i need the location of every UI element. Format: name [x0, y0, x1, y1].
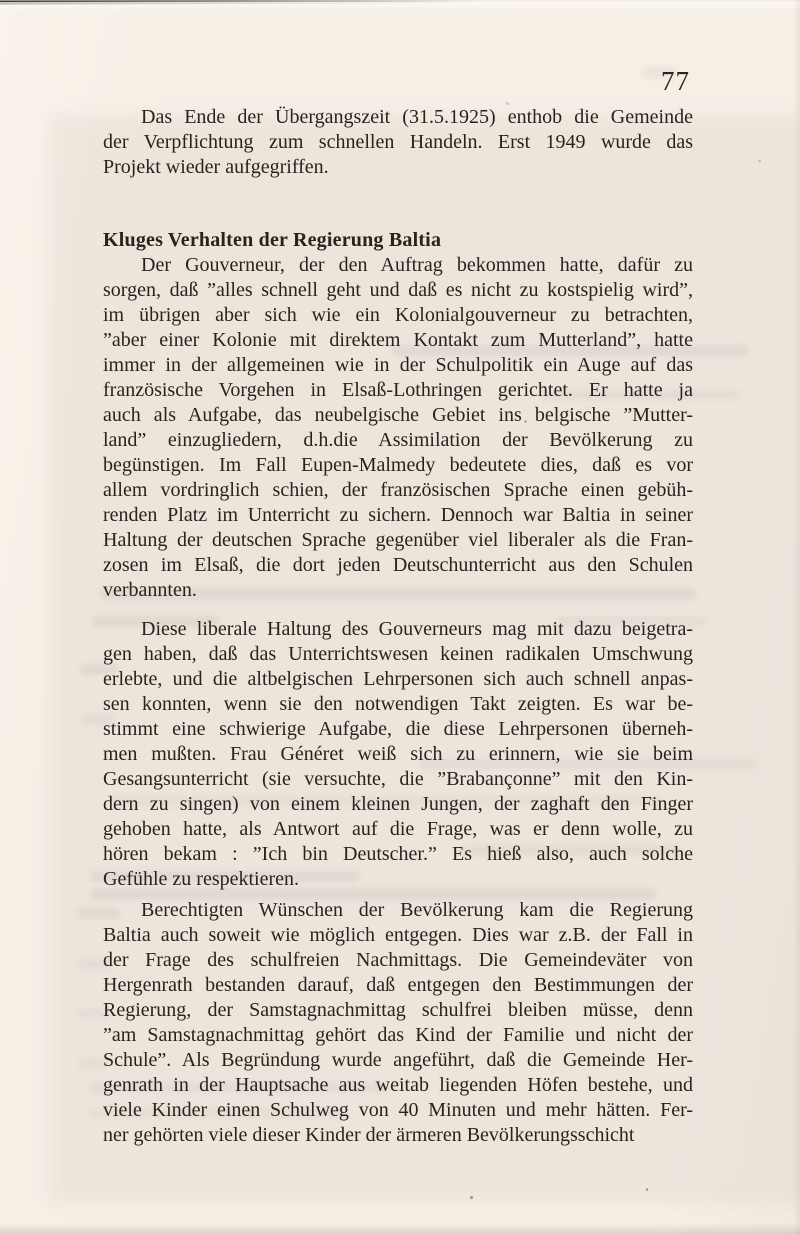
text-line: Berechtigten Wünschen der Bevölkerung kam die Regierung — [141, 899, 693, 921]
text-line: Gefühle zu respektieren. — [103, 868, 300, 890]
text-line: sen konnten, wenn sie den notwendigen Takt zeigten. Es war be- — [103, 693, 693, 715]
text-line: genrath in der Hauptsache aus weitab liegenden Höfen bestehe, und — [103, 1074, 693, 1096]
paragraph — [103, 105, 693, 180]
text-line: Projekt wieder aufgegriffen. — [103, 156, 329, 178]
text-line: hören bekam : ”Ich bin Deutscher.” Es hieß also, auch solche — [103, 843, 693, 865]
text-line: der Verpflichtung zum schnellen Handeln. Erst 1949 wurde das — [103, 131, 693, 153]
text-line: men mußten. Frau Généret weiß sich zu erinnern, wie sie beim — [103, 743, 693, 765]
scan-right-edge-artifact — [793, 0, 800, 1234]
text-line: begünstigen. Im Fall Eupen-Malmedy bedeutete dies, daß es vor — [103, 454, 693, 476]
text-line: zosen im Elsaß, die dort jeden Deutschunterricht aus den Schulen — [103, 554, 693, 576]
text-line: Regierung, der Samstagnachmittag schulfrei bleiben müsse, denn — [103, 999, 693, 1021]
text-line: gen haben, daß das Unterrichtswesen keinen radikalen Umschwung — [103, 643, 693, 665]
text-line: der Frage des schulfreien Nachmittags. Die Gemeindeväter von — [103, 949, 693, 971]
text-line: Das Ende der Übergangszeit (31.5.1925) enthob die Gemeinde — [141, 106, 693, 128]
text-line: Der Gouverneur, der den Auftrag bekommen hatte, dafür zu — [141, 254, 693, 276]
page-number: 77 — [661, 66, 690, 96]
text-line: renden Platz im Unterricht zu sichern. Dennoch war Baltia in seiner — [103, 504, 693, 526]
text-line: immer in der allgemeinen wie in der Schulpolitik ein Auge auf das — [103, 354, 693, 376]
text-line: land” einzugliedern, d.h.die Assimilation der Bevölkerung zu — [103, 429, 693, 451]
scan-speck — [646, 1188, 648, 1191]
text-line: auch als Aufgabe, das neubelgische Gebiet ins belgische ”Mutter- — [103, 404, 693, 426]
text-line: stimmt eine schwierige Aufgabe, die diese Lehrpersonen überneh- — [103, 718, 693, 740]
scan-top-edge-highlight — [0, 2, 800, 11]
scan-speck — [470, 1196, 473, 1199]
paragraph — [103, 253, 693, 603]
paragraph — [103, 617, 693, 892]
paragraph — [103, 898, 693, 1148]
text-line: sorgen, daß ”alles schnell geht und daß es nicht zu kostspielig wird”, — [103, 279, 693, 301]
scan-bottom-edge-artifact — [0, 1223, 800, 1234]
scan-speck — [758, 160, 761, 162]
text-line: gehoben hatte, als Antwort auf die Frage, was er denn wolle, zu — [103, 818, 693, 840]
section-heading: Kluges Verhalten der Regierung Baltia — [103, 229, 442, 251]
text-line: dern zu singen) von einem kleinen Jungen, der zaghaft den Finger — [103, 793, 693, 815]
text-line: Baltia auch soweit wie möglich entgegen. Dies war z.B. der Fall in — [103, 924, 693, 946]
text-line: ner gehörten viele dieser Kinder der ärmeren Bevölkerungsschicht — [103, 1124, 635, 1146]
text-line: erlebte, und die altbelgischen Lehrpersonen sich auch schnell anpas- — [103, 668, 693, 690]
text-line: im übrigen aber sich wie ein Kolonialgouverneur zu betrachten, — [103, 304, 693, 326]
text-line: Hergenrath bestanden darauf, daß entgegen den Bestimmungen der — [103, 974, 693, 996]
text-line: ”aber einer Kolonie mit direktem Kontakt zum Mutterland”, hatte — [103, 329, 693, 351]
text-line: Gesangsunterricht (sie versuchte, die ”Brabançonne” mit den Kin- — [103, 768, 693, 790]
text-line: französische Vorgehen in Elsaß-Lothringen gerichtet. Er hatte ja — [103, 379, 693, 401]
text-line: Diese liberale Haltung des Gouverneurs mag mit dazu beigetra- — [141, 618, 693, 640]
text-block — [103, 105, 693, 1148]
text-line: verbannten. — [103, 579, 197, 601]
text-line: ”am Samstagnachmittag gehört das Kind der Familie und nicht der — [103, 1024, 693, 1046]
text-line: allem vordringlich schien, der französischen Sprache einen gebüh- — [103, 479, 693, 501]
text-line: Schule”. Als Begründung wurde angeführt, daß die Gemeinde Her- — [103, 1049, 693, 1071]
text-line: viele Kinder einen Schulweg von 40 Minuten und mehr hätten. Fer- — [103, 1099, 693, 1121]
text-line: Haltung der deutschen Sprache gegenüber viel liberaler als die Fran- — [103, 529, 693, 551]
